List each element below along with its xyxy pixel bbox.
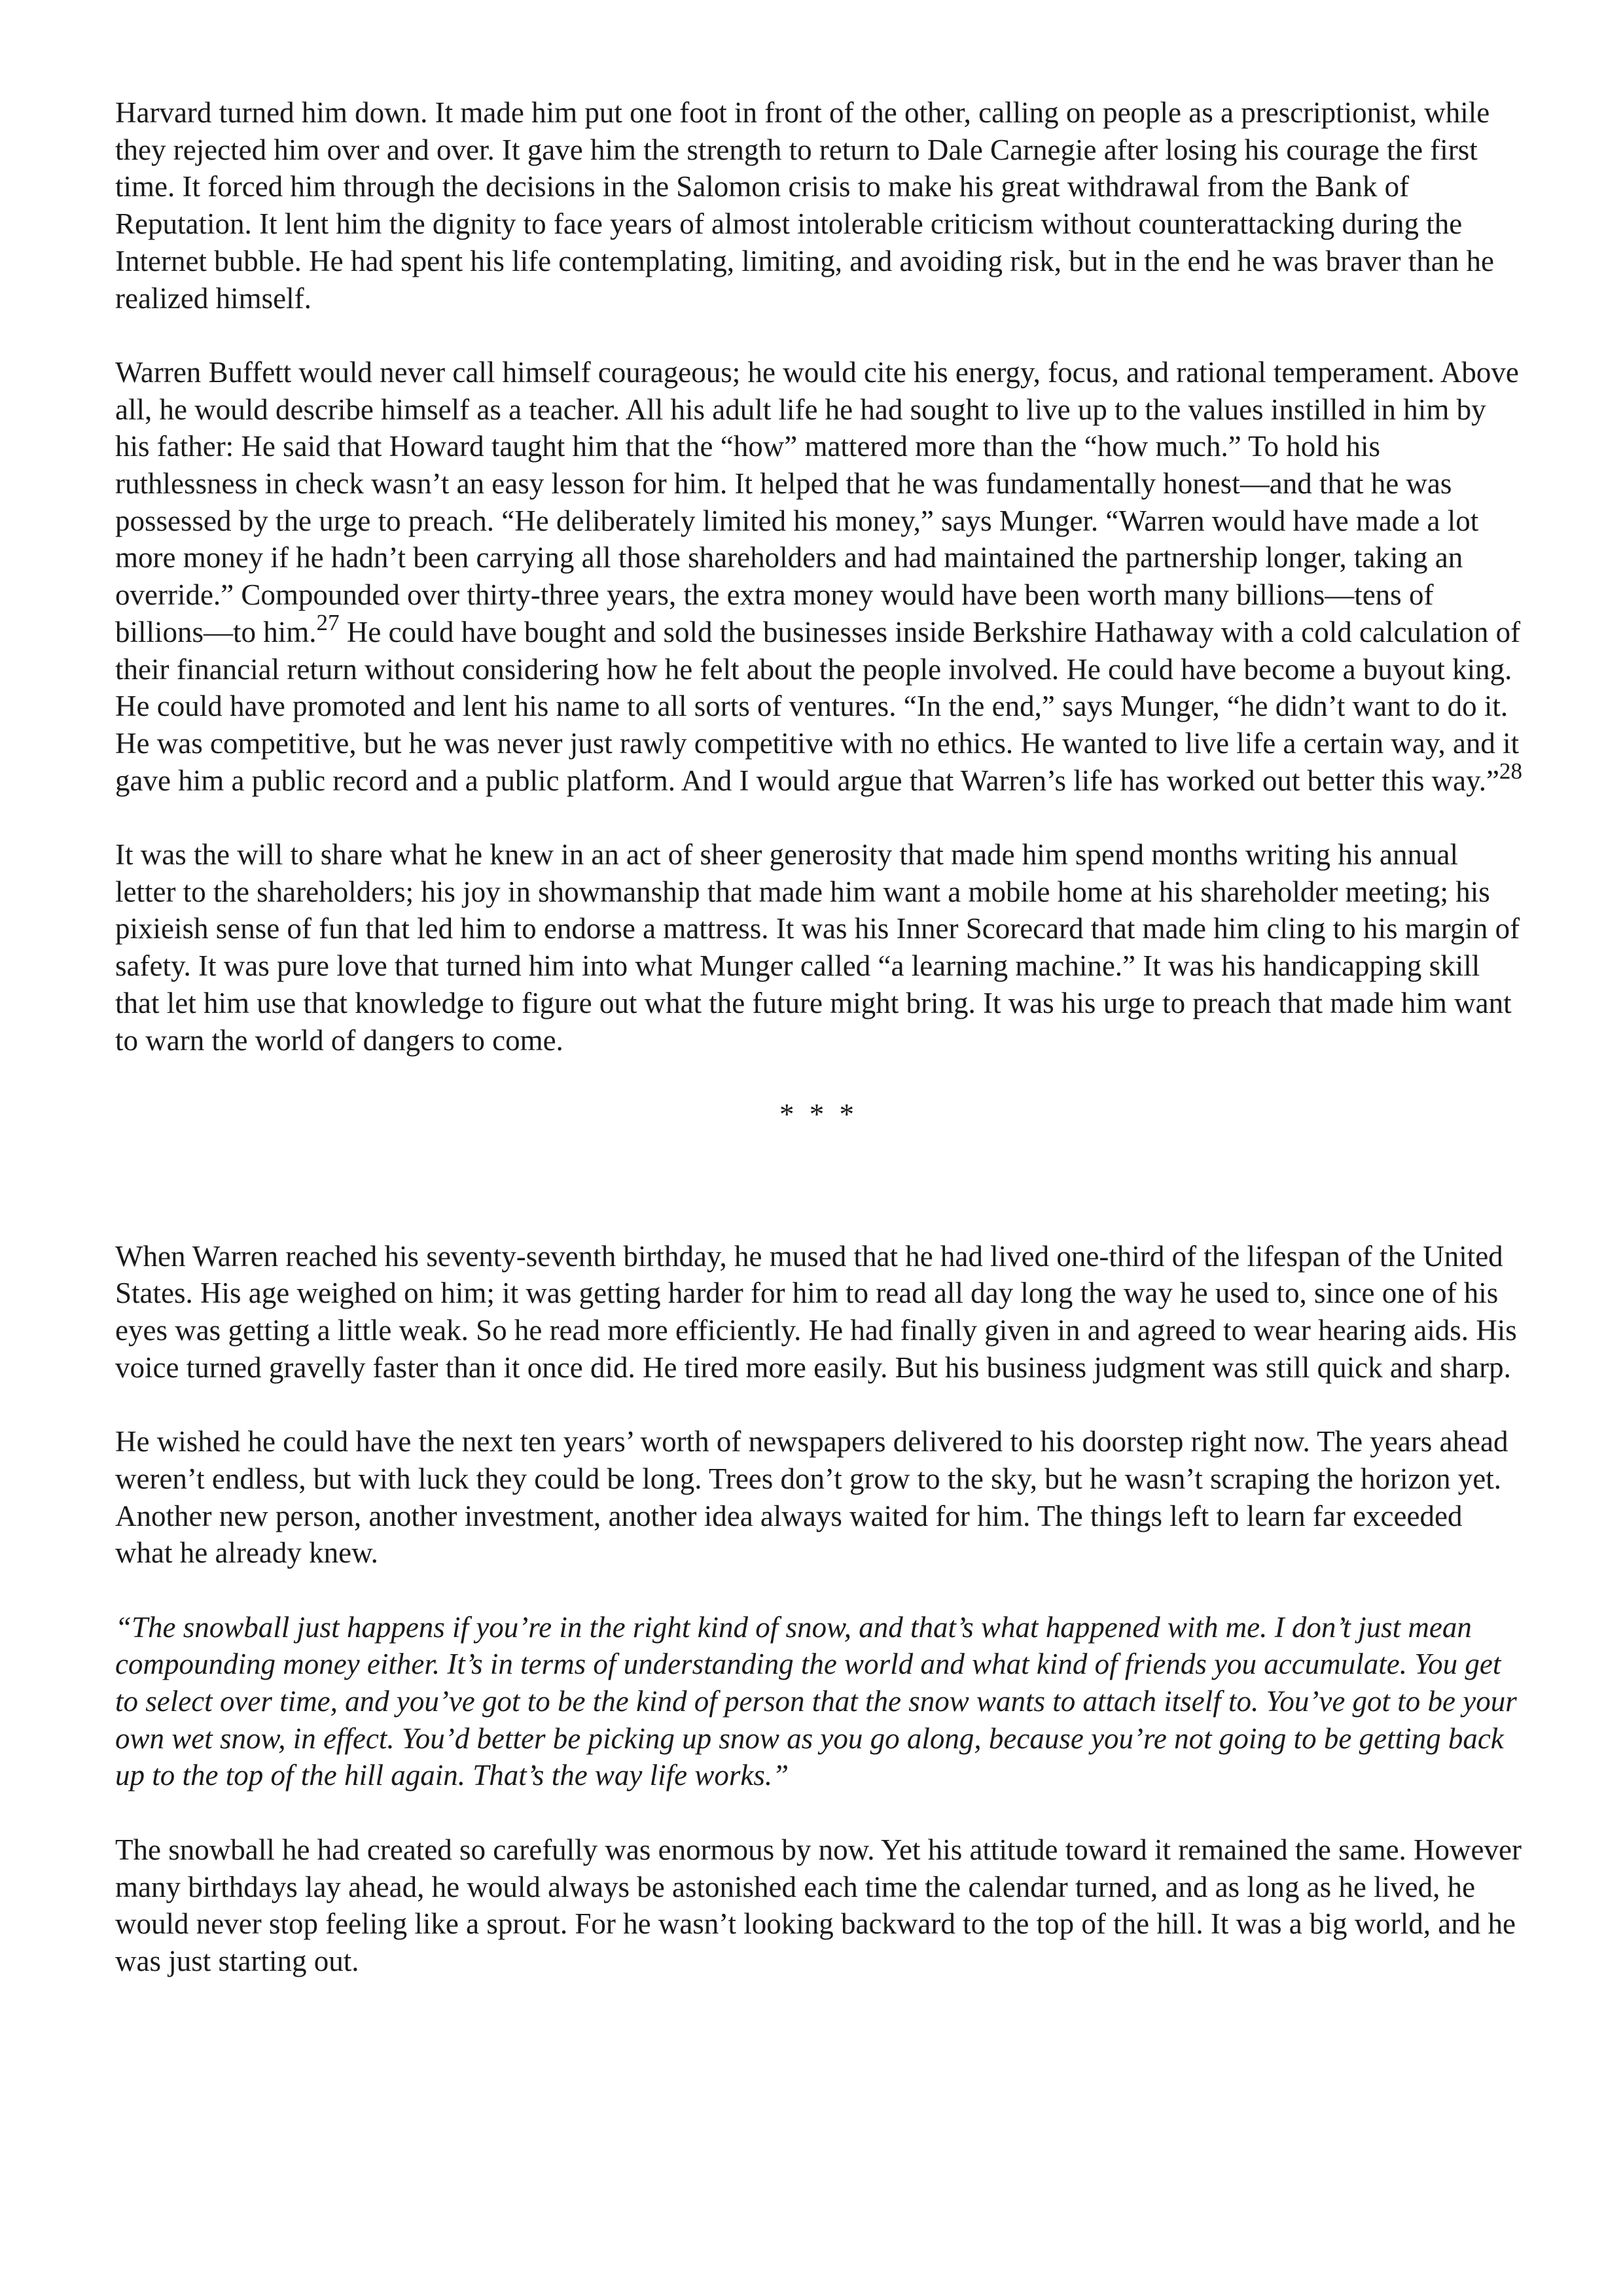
paragraph-text: Warren Buffett would never call himself courageous; he would cite his energy, focus, and rational temperament. Above all, he would describe himself as a teacher. All his adult life he had sought to live up to the values instilled in him by his father: He said that Howard taught him that the “how” mattered more than the “how much.” To hold his ruthlessness in check wasn’t an easy lesson for him. It helped that he was fundamentally honest—and that he was possessed by the urge to preach. “He deliberately limited his money,” says Munger. “Warren would have made a lot more money if he hadn’t been carrying all those shareholders and had maintained the partnership longer, taking an override.” Compounded over thirty-three years, the extra money would have been worth many billions—tens of billions—to him. [115, 355, 1519, 648]
paragraph-text: When Warren reached his seventy-seventh birthday, he mused that he had lived one-third of the lifespan of the United States. His age weighed on him; it was getting harder for him to read all day long the way he used to, since one of his eyes was getting a little weak. So he read more efficiently. He had finally given in and agreed to wear hearing aids. His voice turned gravelly faster than it once did. He tired more easily. But his business judgment was still quick and sharp. [115, 1239, 1517, 1384]
quote-text: “The snowball just happens if you’re in the right kind of snow, and that’s what happened with me. I don’t just mean compounding money either. It’s in terms of understanding the world and what kind of friends you accumulate. You get to select over time, and you’ve got to be the kind of person that the snow wants to attach itself to. You’ve got to be your own wet snow, in effect. You’d better be picking up snow as you go along, because you’re not going to be getting back up to the top of the hill again. That’s the way life works.” [115, 1610, 1517, 1792]
paragraph-birthday [115, 1238, 1522, 1386]
paragraph-generosity [115, 836, 1522, 1059]
paragraph-text: The snowball he had created so carefully was enormous by now. Yet his attitude toward it remained the same. However many birthdays lay ahead, he would always be astonished each time the calendar turned, and as long as he lived, he would never stop feeling like a sprout. For he wasn’t looking backward to the top of the hill. It was a big world, and he was just starting out. [115, 1833, 1522, 1977]
paragraph-courage [115, 354, 1522, 799]
footnote-ref[interactable]: 28 [1499, 758, 1522, 784]
paragraph-harvard [115, 94, 1522, 317]
paragraph-text: He wished he could have the next ten years’ worth of newspapers delivered to his doorstep right now. The years ahead weren’t endless, but with luck they could be long. Trees don’t grow to the sky, but he wasn’t scraping the horizon yet. Another new person, another investment, another idea always waited for him. The things left to learn far exceeded what he already knew. [115, 1425, 1508, 1570]
block-quote [115, 1609, 1522, 1795]
paragraph-newspapers [115, 1423, 1522, 1572]
paragraph-closing [115, 1831, 1522, 1980]
section-break: * * * [779, 1097, 858, 1131]
footnote-ref[interactable]: 27 [316, 610, 340, 636]
paragraph-text: He could have bought and sold the businesses inside Berkshire Hathaway with a cold calculation of their financial return without considering how he felt about the people involved. He could have become a buyout king. He could have promoted and lent his name to all sorts of ventures. “In the end,” says Munger, “he didn’t want to do it. He was competitive, but he was never just rawly competitive with no ethics. He wanted to live life a certain way, and it gave him a public record and a public platform. And I would argue that Warren’s life has worked out better this way.” [115, 615, 1521, 797]
paragraph-text: Harvard turned him down. It made him put one foot in front of the other, calling on people as a prescriptionist, while they rejected him over and over. It gave him the strength to return to Dale Carnegie after losing his courage the first time. It forced him through the decisions in the Salomon crisis to make his great withdrawal from the Bank of Reputation. It lent him the dignity to face years of almost intolerable criticism without counterattacking during the Internet bubble. He had spent his life contemplating, limiting, and avoiding risk, but in the end he was braver than he realized himself. [115, 96, 1494, 315]
document-page [115, 94, 1522, 2017]
paragraph-text: It was the will to share what he knew in an act of sheer generosity that made him spend months writing his annual letter to the shareholders; his joy in showmanship that made him want a mobile home at his shareholder meeting; his pixieish sense of fun that led him to endorse a mattress. It was his Inner Scorecard that made him cling to his margin of safety. It was pure love that turned him into what Munger called “a learning machine.” It was his handicapping skill that let him use that knowledge to figure out what the future might bring. It was his urge to preach that made him want to warn the world of dangers to come. [115, 838, 1520, 1057]
